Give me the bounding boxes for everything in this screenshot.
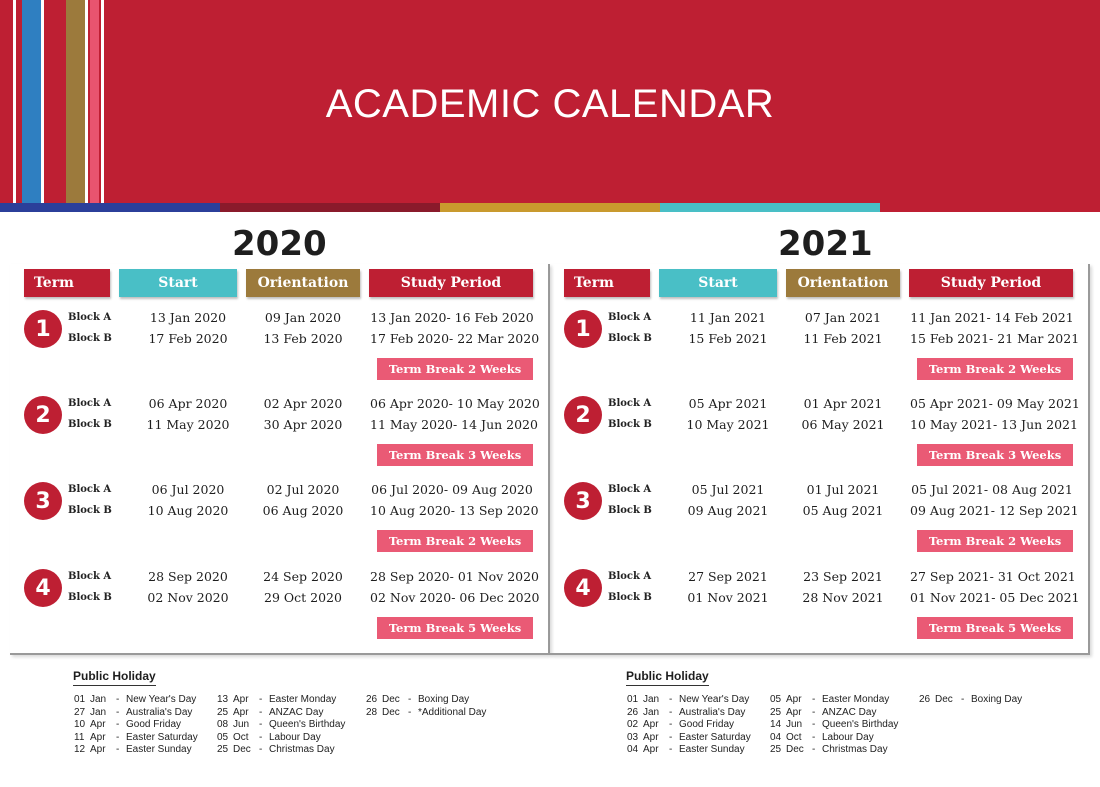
holiday-dash: - — [812, 706, 816, 718]
holiday-month: Apr — [643, 719, 659, 730]
holiday-day: 27 — [74, 706, 86, 718]
holiday-month: Apr — [786, 694, 802, 705]
study-period: 05 Jul 2021- 08 Aug 2021 — [911, 482, 1073, 497]
holiday-name: Easter Monday — [269, 694, 337, 705]
holiday-month: Apr — [90, 744, 106, 755]
orientation-date: 07 Jan 2021 — [804, 310, 882, 325]
term-break-badge: Term Break 2 Weeks — [377, 358, 533, 380]
holiday-dash: - — [259, 706, 263, 718]
column-header-orientation: Orientation — [786, 269, 900, 297]
term-break-badge: Term Break 3 Weeks — [917, 444, 1073, 466]
holiday-name: Labour Day — [269, 731, 321, 743]
holiday-month: Jan — [90, 694, 107, 705]
block-label: Block B — [608, 592, 652, 603]
term-number-badge: 4 — [24, 569, 62, 607]
column-header-start: Start — [119, 269, 237, 297]
holiday-row — [366, 694, 469, 707]
term-break-badge: Term Break 2 Weeks — [917, 358, 1073, 380]
holiday-day: 13 — [217, 694, 229, 705]
term-break-badge: Term Break 3 Weeks — [377, 444, 533, 466]
holiday-month: Dec — [382, 706, 400, 718]
holiday-name: ANZAC Day — [269, 706, 324, 718]
study-period: 17 Feb 2020- 22 Mar 2020 — [370, 331, 540, 346]
holiday-month: Oct — [233, 731, 249, 743]
orientation-date: 09 Jan 2020 — [264, 310, 342, 325]
column-header-term: Term — [564, 269, 650, 297]
study-period: 11 Jan 2021- 14 Feb 2021 — [910, 310, 1074, 325]
column-header-term: Term — [24, 269, 110, 297]
holiday-dash: - — [259, 694, 263, 705]
holiday-month: Apr — [233, 694, 249, 705]
public-holiday-title-text: Public Holiday — [73, 669, 156, 683]
holiday-name: Easter Sunday — [679, 744, 745, 755]
year-panel-2020 — [10, 212, 550, 655]
study-period: 02 Nov 2020- 06 Dec 2020 — [370, 590, 540, 605]
holiday-month: Dec — [233, 744, 251, 755]
holiday-row — [770, 707, 876, 720]
holiday-row — [627, 744, 745, 757]
holiday-day: 04 — [627, 744, 639, 755]
block-label: Block A — [608, 571, 652, 582]
holiday-row — [366, 707, 486, 720]
orientation-date: 01 Jul 2021 — [806, 482, 880, 497]
block-label: Block B — [608, 419, 652, 430]
term-break-badge: Term Break 5 Weeks — [917, 617, 1073, 639]
holiday-day: 25 — [770, 744, 782, 755]
holiday-day: 10 — [74, 719, 86, 730]
color-bar-segment — [0, 203, 220, 212]
holiday-month: Jun — [786, 719, 803, 730]
holiday-dash: - — [116, 744, 120, 755]
holiday-dash: - — [669, 731, 673, 743]
orientation-date: 01 Apr 2021 — [803, 396, 883, 411]
holiday-dash: - — [259, 744, 263, 755]
holiday-dash: - — [812, 719, 816, 730]
holiday-row — [770, 694, 889, 707]
holiday-name: Queen's Birthday — [822, 719, 899, 730]
term-number-badge: 2 — [564, 396, 602, 434]
holiday-dash: - — [669, 706, 673, 718]
holiday-dash: - — [812, 731, 816, 743]
start-date: 17 Feb 2020 — [148, 331, 228, 346]
holiday-month: Dec — [382, 694, 400, 705]
color-bar-segment — [440, 203, 660, 212]
holiday-row — [74, 732, 198, 745]
holiday-name: Labour Day — [822, 731, 874, 743]
start-date: 05 Apr 2021 — [688, 396, 768, 411]
orientation-date: 23 Sep 2021 — [803, 569, 883, 584]
holiday-dash: - — [669, 719, 673, 730]
term-break-badge: Term Break 5 Weeks — [377, 617, 533, 639]
term-break-badge: Term Break 2 Weeks — [377, 530, 533, 552]
color-bar-segment — [220, 203, 440, 212]
holiday-name: New Year's Day — [126, 694, 197, 705]
start-date: 11 May 2020 — [146, 417, 230, 432]
holiday-row — [74, 707, 192, 720]
holiday-row — [217, 744, 335, 757]
holiday-name: New Year's Day — [679, 694, 750, 705]
holiday-row — [627, 694, 749, 707]
holiday-day: 25 — [770, 706, 782, 718]
holiday-name: Boxing Day — [971, 694, 1023, 705]
column-header-orientation: Orientation — [246, 269, 360, 297]
holiday-name: Boxing Day — [418, 694, 470, 705]
block-label: Block A — [68, 312, 112, 323]
orientation-date: 06 Aug 2020 — [262, 503, 344, 518]
orientation-date: 05 Aug 2021 — [802, 503, 884, 518]
holiday-row — [217, 719, 345, 732]
start-date: 10 May 2021 — [686, 417, 770, 432]
study-period: 10 May 2021- 13 Jun 2021 — [910, 417, 1078, 432]
holiday-day: 26 — [627, 706, 639, 718]
holiday-dash: - — [116, 731, 120, 743]
holiday-month: Apr — [90, 719, 106, 730]
start-date: 10 Aug 2020 — [147, 503, 229, 518]
holiday-name: Easter Sunday — [126, 744, 192, 755]
start-date: 28 Sep 2020 — [148, 569, 228, 584]
orientation-date: 02 Apr 2020 — [263, 396, 343, 411]
term-number-badge: 3 — [564, 482, 602, 520]
column-header-study: Study Period — [369, 269, 533, 297]
orientation-date: 24 Sep 2020 — [263, 569, 343, 584]
orientation-date: 28 Nov 2021 — [802, 590, 884, 605]
study-period: 06 Apr 2020- 10 May 2020 — [370, 396, 540, 411]
holiday-name: Christmas Day — [269, 744, 335, 755]
study-period: 10 Aug 2020- 13 Sep 2020 — [370, 503, 539, 518]
holiday-dash: - — [961, 694, 965, 705]
holiday-month: Apr — [643, 731, 659, 743]
holiday-month: Dec — [935, 694, 953, 705]
holiday-row — [770, 719, 898, 732]
study-period: 09 Aug 2021- 12 Sep 2021 — [910, 503, 1079, 518]
holiday-dash: - — [116, 694, 120, 705]
block-label: Block A — [68, 484, 112, 495]
holiday-name: Good Friday — [679, 719, 735, 730]
holiday-month: Apr — [786, 706, 802, 718]
start-date: 02 Nov 2020 — [147, 590, 229, 605]
holiday-day: 05 — [217, 731, 229, 743]
study-period: 28 Sep 2020- 01 Nov 2020 — [370, 569, 540, 584]
holiday-day: 26 — [366, 694, 378, 705]
holiday-dash: - — [669, 744, 673, 755]
block-label: Block B — [68, 333, 112, 344]
orientation-date: 02 Jul 2020 — [266, 482, 340, 497]
start-date: 15 Feb 2021 — [688, 331, 768, 346]
holiday-row — [770, 732, 874, 745]
holiday-name: Christmas Day — [822, 744, 888, 755]
holiday-name: Queen's Birthday — [269, 719, 346, 730]
holiday-name: Good Friday — [126, 719, 182, 730]
holiday-month: Oct — [786, 731, 802, 743]
holiday-day: 26 — [919, 694, 931, 705]
orientation-date: 06 May 2021 — [801, 417, 885, 432]
study-period: 15 Feb 2021- 21 Mar 2021 — [910, 331, 1080, 346]
block-label: Block A — [68, 571, 112, 582]
holiday-row — [919, 694, 1022, 707]
holiday-row — [217, 694, 336, 707]
orientation-date: 30 Apr 2020 — [263, 417, 343, 432]
term-number-badge: 4 — [564, 569, 602, 607]
holiday-name: Australia's Day — [126, 706, 193, 718]
holiday-month: Jan — [643, 694, 660, 705]
block-label: Block B — [608, 333, 652, 344]
start-date: 01 Nov 2021 — [687, 590, 769, 605]
start-date: 27 Sep 2021 — [688, 569, 768, 584]
holiday-month: Apr — [90, 731, 106, 743]
holiday-row — [627, 719, 734, 732]
start-date: 09 Aug 2021 — [687, 503, 769, 518]
holiday-day: 14 — [770, 719, 782, 730]
page-title: ACADEMIC CALENDAR — [325, 82, 775, 126]
holiday-name: *Additional Day — [418, 706, 487, 718]
public-holiday-heading — [73, 669, 156, 686]
heading-underline — [626, 685, 709, 686]
year-panel-2021 — [550, 212, 1090, 655]
term-break-badge: Term Break 2 Weeks — [917, 530, 1073, 552]
holiday-day: 04 — [770, 731, 782, 743]
holiday-row — [74, 719, 181, 732]
year-heading: 2020 — [232, 224, 327, 264]
holiday-name: Easter Saturday — [126, 731, 198, 743]
term-number-badge: 3 — [24, 482, 62, 520]
holiday-day: 25 — [217, 706, 229, 718]
holiday-name: Easter Monday — [822, 694, 890, 705]
study-period: 27 Sep 2021- 31 Oct 2021 — [910, 569, 1076, 584]
holiday-day: 12 — [74, 744, 86, 755]
holiday-dash: - — [408, 694, 412, 705]
study-period: 06 Jul 2020- 09 Aug 2020 — [371, 482, 533, 497]
block-label: Block A — [608, 398, 652, 409]
holiday-dash: - — [669, 694, 673, 705]
term-number-badge: 2 — [24, 396, 62, 434]
study-period: 11 May 2020- 14 Jun 2020 — [370, 417, 538, 432]
study-period: 05 Apr 2021- 09 May 2021 — [910, 396, 1080, 411]
column-header-study: Study Period — [909, 269, 1073, 297]
block-label: Block A — [608, 484, 652, 495]
holiday-dash: - — [259, 731, 263, 743]
block-label: Block A — [68, 398, 112, 409]
holiday-month: Jun — [233, 719, 250, 730]
holiday-day: 03 — [627, 731, 639, 743]
holiday-day: 01 — [627, 694, 639, 705]
holiday-month: Jan — [643, 706, 660, 718]
year-heading: 2021 — [778, 224, 873, 264]
holiday-dash: - — [259, 719, 263, 730]
holiday-day: 25 — [217, 744, 229, 755]
holiday-row — [74, 694, 196, 707]
holiday-dash: - — [408, 706, 412, 718]
block-label: Block B — [68, 592, 112, 603]
holiday-month: Dec — [786, 744, 804, 755]
color-bar-segment — [660, 203, 880, 212]
holiday-day: 08 — [217, 719, 229, 730]
holiday-day: 05 — [770, 694, 782, 705]
holiday-row — [217, 732, 321, 745]
start-date: 06 Apr 2020 — [148, 396, 228, 411]
block-label: Block B — [68, 419, 112, 430]
holiday-row — [74, 744, 192, 757]
holiday-dash: - — [812, 744, 816, 755]
holiday-day: 28 — [366, 706, 378, 718]
start-date: 06 Jul 2020 — [151, 482, 225, 497]
public-holiday-heading — [626, 669, 709, 686]
holiday-day: 01 — [74, 694, 86, 705]
holiday-name: ANZAC Day — [822, 706, 877, 718]
public-holiday-title-text: Public Holiday — [626, 669, 709, 683]
holiday-month: Jan — [90, 706, 107, 718]
block-label: Block B — [608, 505, 652, 516]
holiday-row — [627, 732, 751, 745]
color-bar-segment — [880, 203, 1100, 212]
orientation-date: 11 Feb 2021 — [803, 331, 883, 346]
study-period: 01 Nov 2021- 05 Dec 2021 — [910, 590, 1080, 605]
orientation-date: 29 Oct 2020 — [264, 590, 342, 605]
holiday-dash: - — [116, 706, 120, 718]
column-header-start: Start — [659, 269, 777, 297]
holiday-month: Apr — [233, 706, 249, 718]
holiday-row — [217, 707, 323, 720]
holiday-dash: - — [812, 694, 816, 705]
start-date: 11 Jan 2021 — [689, 310, 767, 325]
term-number-badge: 1 — [564, 310, 602, 348]
start-date: 13 Jan 2020 — [149, 310, 227, 325]
block-label: Block A — [608, 312, 652, 323]
heading-underline — [73, 685, 156, 686]
holiday-name: Easter Saturday — [679, 731, 751, 743]
block-label: Block B — [68, 505, 112, 516]
study-period: 13 Jan 2020- 16 Feb 2020 — [370, 310, 534, 325]
holiday-dash: - — [116, 719, 120, 730]
start-date: 05 Jul 2021 — [691, 482, 765, 497]
holiday-row — [627, 707, 745, 720]
term-number-badge: 1 — [24, 310, 62, 348]
holiday-day: 11 — [74, 731, 85, 743]
holiday-row — [770, 744, 888, 757]
holiday-name: Australia's Day — [679, 706, 746, 718]
holiday-month: Apr — [643, 744, 659, 755]
orientation-date: 13 Feb 2020 — [263, 331, 343, 346]
holiday-day: 02 — [627, 719, 639, 730]
